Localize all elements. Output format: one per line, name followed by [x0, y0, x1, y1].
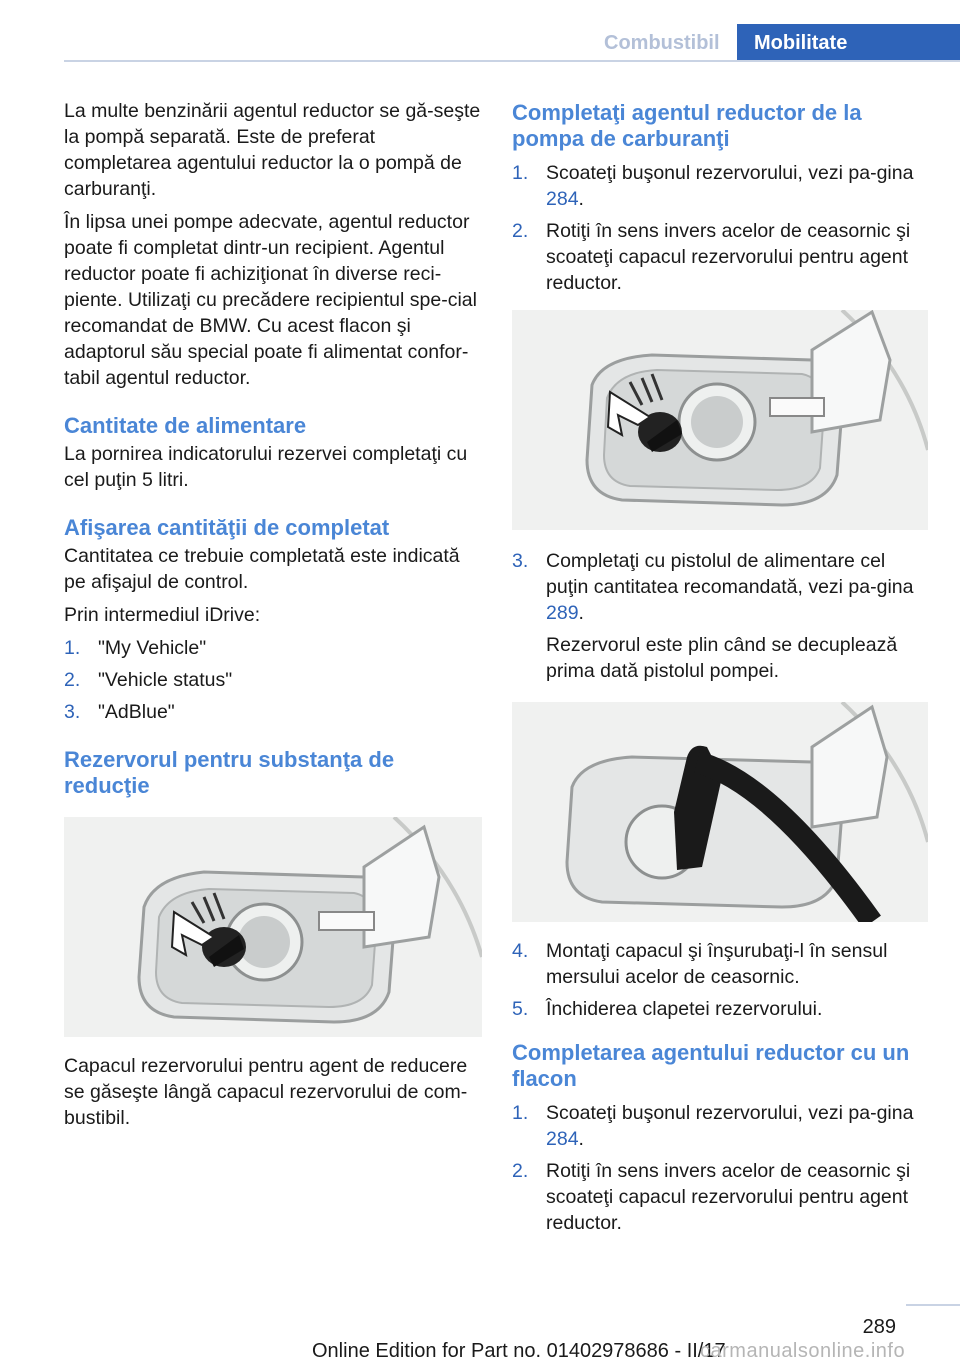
steps-pompa-c — [512, 938, 930, 1022]
list-item: 3. Completaţi cu pistolul de alimentare cel puţin cantitatea recomandată, vezi pa‐gina 289. Rezervorul este plin când se decuplează prima dată pistolul pompei. — [512, 548, 930, 684]
heading-flacon: Completarea agentului reductor cu un flacon — [512, 1040, 910, 1091]
tab-mobilitate[interactable]: Mobilitate — [737, 24, 960, 62]
paragraph-benzinarii: La multe benzinării agentul reductor se gă‐seşte la pompă separată. Este de preferat completarea agentului reductor la o pompă de carburanţi. — [64, 100, 481, 200]
steps-flacon — [512, 1100, 930, 1236]
page-number: 289 — [862, 1316, 896, 1338]
list-item: 4. Montaţi capacul şi înşurubaţi-l în sensul mersului acelor de ceasornic. — [512, 940, 888, 988]
left-column — [64, 98, 482, 1138]
header-divider — [64, 60, 960, 62]
list-item: 1. "My Vehicle" — [64, 637, 207, 659]
right-column — [512, 98, 930, 1242]
list-item: 5. Închiderea clapetei rezervorului. — [512, 998, 823, 1020]
heading-afisare: Afişarea cantităţii de completat — [64, 515, 390, 540]
idrive-steps — [64, 635, 482, 725]
watermark: carmanualsonline.info — [700, 1340, 906, 1362]
paragraph-cantitate: La pornirea indicatorului rezervei completaţi cu cel puţin 5 litri. — [64, 443, 468, 491]
page-link-289[interactable]: 289 — [546, 602, 579, 624]
steps-pompa-a — [512, 160, 930, 296]
list-item: 3. "AdBlue" — [64, 701, 175, 723]
list-item: 2. "Vehicle status" — [64, 669, 233, 691]
paragraph-capac: Capacul rezervorului pentru agent de reducere se găseşte lângă capacul rezervorului de com‐bustibil. — [64, 1055, 468, 1129]
tab-combustibil[interactable]: Combustibil — [604, 32, 720, 54]
page-link-284[interactable]: 284 — [546, 1128, 579, 1150]
list-item: 1. Scoateţi buşonul rezervorului, vezi pa‐gina 284. — [512, 1102, 914, 1150]
image-fuel-flap-cap — [64, 817, 482, 1037]
paragraph-afisare: Cantitatea ce trebuie completată este indicată pe afişajul de control. — [64, 545, 460, 593]
list-item: 1. Scoateţi buşonul rezervorului, vezi pa‐gina 284. — [512, 162, 914, 210]
step-note: Rezervorul este plin când se decuplează prima dată pistolul pompei. — [546, 634, 898, 682]
footer-divider — [906, 1304, 960, 1306]
list-item: 2. Rotiţi în sens invers acelor de ceasornic şi scoateţi capacul rezervorului pentru agent reductor. — [512, 220, 911, 294]
page-link-284[interactable]: 284 — [546, 188, 579, 210]
edition-note: Online Edition for Part no. 01402978686 - II/17 — [312, 1340, 726, 1362]
heading-pompa: Completaţi agentul reductor de la pompa de carburanţi — [512, 100, 862, 151]
image-open-cap — [512, 310, 928, 530]
steps-pompa-b — [512, 548, 930, 684]
heading-rezervor: Rezervorul pentru substanţa de reducţie — [64, 747, 395, 798]
list-item: 2. Rotiţi în sens invers acelor de ceasornic şi scoateţi capacul rezervorului pentru agent reductor. — [512, 1160, 911, 1234]
heading-cantitate: Cantitate de alimentare — [64, 413, 307, 438]
paragraph-recipient: În lipsa unei pompe adecvate, agentul reductor poate fi completat dintr-un recipient. Agentul reductor poate fi achiziţionat în diverse reci‐piente. Utilizaţi cu precădere recipientul spe‐cial recomandat de BMW. Cu acest flacon şi adaptorul său special poate fi alimentat confor‐tabil agentul reductor. — [64, 211, 477, 389]
paragraph-idrive: Prin intermediul iDrive: — [64, 604, 261, 626]
image-pump-nozzle — [512, 702, 928, 922]
